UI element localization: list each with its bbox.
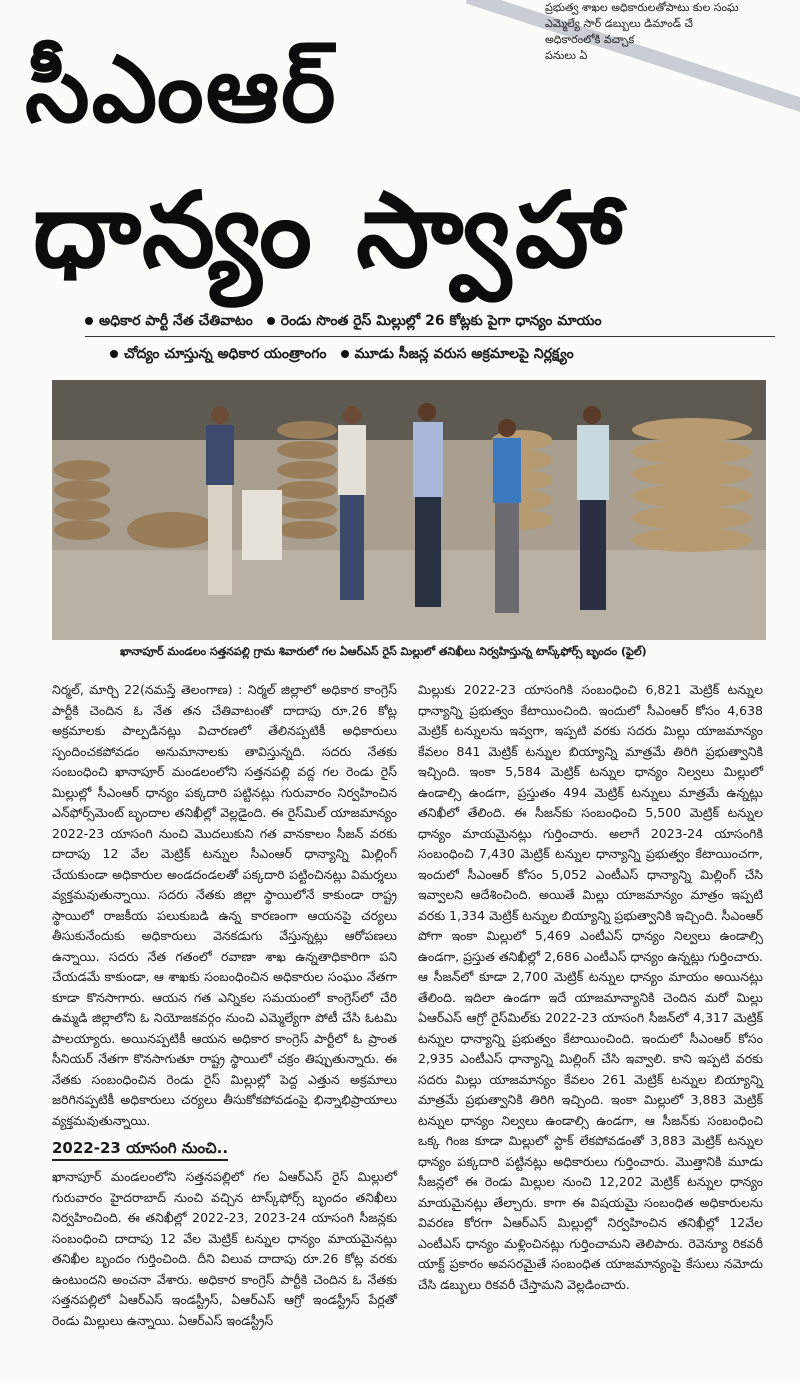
bullet-dot-icon (85, 317, 93, 325)
bullet-dot-icon (267, 317, 275, 325)
bullet-item: అధికార పార్టీ నేత చేతివాటం (85, 308, 253, 334)
photo-caption: ఖానాపూర్ మండలం సత్తనపల్లి గ్రామ శివారులో గల ఏఆర్ఎస్ రైస్ మిల్లులో తనిఖీలు నిర్వహిస్తున్న టాస్క్‌ఫోర్స్ బృందం (ఫైల్) (120, 645, 647, 658)
headline-line-2: ధాన్యం స్వాహా (33, 169, 627, 291)
snippet-line: ఎమ్మెల్యే సార్ డబ్బులు డిమాండ్ చే (545, 17, 693, 30)
headline-line-1: సీఎంఆర్ (25, 36, 338, 143)
snippet-line: ప్రభుత్వ శాఖల అధికారులతోపాటు కుల సంఘ (545, 1, 739, 14)
snippet-line: అధికారంలోకి వచ్చాక (545, 33, 635, 46)
bullet-row (110, 341, 775, 367)
bullet-dot-icon (341, 350, 349, 358)
warehouse-inspection-photo (52, 380, 766, 640)
article-paragraph: ఖానాపూర్ మండలంలోని సత్తనపల్లిలో గల ఏఆర్ఎస్ రైస్ మిల్లులో గురువారం హైదరాబాద్ నుంచి వచ్చిన టాస్క్‌ఫోర్స్ బృందం తనిఖీలు నిర్వహించింది. ఈ తనిఖీల్లో 2022-23, 2023-24 యాసంగి సీజన్లకు సంబంధించి దాదాపు 12 వేల మెట్రిక్ టన్నుల ధాన్యం మాయమైనట్లు తనిఖీల బృందం గుర్తించింది. దీని విలువ దాదాపు రూ.26 కోట్ల వరకు ఉంటుందని అంచనా వేశారు. అధికార కాంగ్రెస్ పార్టీకి చెందిన ఓ నేతకు సత్తనపల్లిలో ఏఆర్ఎస్ ఇండస్ట్రీస్, ఏఆర్ఎస్ ఆగ్రో ఇండస్ట్రీస్ పేర్లతో రెండు మిల్లులు ఉన్నాయి. ఏఆర్ఎస్ ఇండస్ట్రీస్ (52, 1169, 397, 1328)
subheadline-bullets (55, 308, 775, 367)
article-column-left (52, 680, 397, 1331)
bullet-item: మూడు సీజన్ల వరుస అక్రమాలపై నిర్లక్ష్యం (341, 341, 574, 367)
article-column-right (418, 680, 763, 1295)
headline (25, 25, 765, 305)
bullet-row (85, 308, 775, 337)
bullet-item: రెండు సొంత రైస్ మిల్లుల్లో 26 కోట్లకు పైగా ధాన్యం మాయం (267, 308, 602, 334)
news-photo (52, 380, 766, 640)
snippet-line: పనులు ఏ (545, 49, 588, 62)
bullet-dot-icon (110, 350, 118, 358)
bullet-item: చోద్యం చూస్తున్న అధికార యంత్రాంగం (110, 341, 327, 367)
article-paragraph: మిల్లుకు 2022-23 యాసంగికి సంబంధించి 6,821 మెట్రిక్ టన్నుల ధాన్యాన్ని ప్రభుత్వం కేటాయించింది. ఇందులో సీఎంఆర్ కోసం 4,638 మెట్రిక్ టన్నులను ఇవ్వగా, ఇప్పటి వరకు సదరు మిల్లు యాజమాన్యం కేవలం 841 మెట్రిక్ టన్నుల బియ్యాన్ని మాత్రమే తిరిగి ప్రభుత్వానికి ఇచ్చింది. ఇంకా 5,584 మెట్రిక్ టన్నుల ధాన్యం నిల్వలు మిల్లులో ఉండాల్సి ఉండగా, ప్రస్తుతం 494 మెట్రిక్ టన్నులు మాత్రమే ఉన్నట్లు తనిఖీలో తేలింది. ఈ సీజన్‌కు సంబంధించి 5,500 మెట్రిక్ టన్నుల ధాన్యం మాయమైనట్లు గుర్తించారు. అలాగే 2023-24 యాసంగికి సంబంధించి 7,430 మెట్రిక్ టన్నుల ధాన్యాన్ని ప్రభుత్వం కేటాయించగా, ఇందులో సీఎంఆర్ కోసం 5,052 ఎంటీఎస్ ధాన్యాన్ని మిల్లింగ్ చేసి ఇవ్వాలని ఆదేశించింది. అయితే మిల్లు యాజమాన్యం మాత్రం ఇప్పటి వరకు 1,334 మెట్రిక్ టన్నుల బియ్యాన్ని ప్రభుత్వానికి ఇచ్చింది. సీఎంఆర్ పోగా ఇంకా మిల్లులో 5,469 ఎంటీఎస్ ధాన్యం నిల్వలు ఉండాల్సి ఉండగా, ప్రస్తుత తనిఖీల్లో 2,686 ఎంటీఎస్ ధాన్యం ఉన్నట్లు గుర్తించారు. ఆ సీజన్‌లో కూడా 2,700 మెట్రిక్ టన్నుల ధాన్యం మాయం అయినట్లు తేలింది. ఇదిలా ఉండగా ఇదే యాజమాన్యానికి చెందిన మరో మిల్లు ఏఆర్ఎస్ ఆగ్రో రైస్‌మిల్‌కు 2022-23 యాసంగి సీజన్‌లో 4,317 మెట్రిక్ టన్నుల ధాన్యాన్ని ప్రభుత్వం కేటాయించింది. ఇందులో సీఎంఆర్ కోసం 2,935 ఎంటీఎస్ ధాన్యాన్ని మిల్లింగ్ చేసి ఇవ్వాలి. కాని ఇప్పటి వరకు సదరు మిల్లు యాజమాన్యం కేవలం 261 మెట్రిక్ టన్నుల బియ్యాన్ని మాత్రమే ప్రభుత్వానికి తిరిగి ఇచ్చింది. ఇంకా మిల్లులో 3,883 మెట్రిక్ టన్నుల ధాన్యం నిల్వలు ఉండాల్సి ఉండగా, ఆ సీజన్‌కు సంబంధించి ఒక్క గింజ కూడా మిల్లులో స్టాక్ లేకపోవడంతో 3,883 మెట్రిక్ టన్నుల ధాన్యం పక్కదారి పట్టినట్లు అధికారులు గుర్తించారు. మొత్తానికి మూడు సీజన్లలో ఈ రెండు మిల్లుల నుంచి 12,202 మెట్రిక్ టన్నుల ధాన్యం మాయమైనట్లు తేల్చారు. కాగా ఈ విషయమై సంబంధిత అధికారులను వివరణ కోరగా ఏఆర్ఎస్ మిల్లుల్లో నిర్వహించిన తనిఖీల్లో 12వేల ఎంటీఎస్ ధాన్యం మళ్లించినట్లు గుర్తించామని తెలిపారు. రెవెన్యూ రికవరీ యాక్ట్ ప్రకారం అవసరమైతే సంబంధిత యాజమాన్యంపై కేసులు నమోదు చేసి డబ్బులు రికవరీ చేస్తామని వెల్లడించారు. (418, 682, 763, 1292)
article-subheading: 2022-23 యాసంగి నుంచి.. (52, 1137, 228, 1161)
article-paragraph: నిర్మల్, మార్చి 22(నమస్తే తెలంగాణ) : నిర్మల్ జిల్లాలో అధికార కాంగ్రెస్ పార్టీకి చెందిన ఓ నేత తన చేతివాటంతో దాదాపు రూ.26 కోట్ల అక్రమాలకు పాల్పడినట్లు విచారణలో తేలినప్పటికీ అధికారులు స్పందించకపోవడం అనుమానాలకు తావిస్తున్నది. సదరు నేతకు సంబంధించి ఖానాపూర్ మండలంలోని సత్తనపల్లి వద్ద గల రెండు రైస్ మిల్లుల్లో సీఎంఆర్ ధాన్యం పక్కదారి పట్టినట్లు గురువారం నిర్వహించిన ఎన్‌ఫోర్స్‌మెంట్ బృందాల తనిఖీల్లో వెల్లడైంది. ఈ రైస్‌మిల్ యాజమాన్యం 2022-23 యాసంగి నుంచి మొదలుకుని గత వానకాలం సీజన్ వరకు దాదాపు 12 వేల మెట్రిక్ టన్నుల సీఎంఆర్ ధాన్యాన్ని మిల్లింగ్ చేయకుండా అధికారుల అండదండలతో పక్కదారి పట్టించినట్లు విమర్శలు వ్యక్తమవుతున్నాయి. సదరు నేతకు జిల్లా స్థాయిలోనే కాకుండా రాష్ట్ర స్థాయిలో రాజకీయ పలుకుబడి ఉన్న కారణంగా ఆయనపై చర్యలు తీసుకునేందుకు అధికారులు వెనకడుగు వేస్తున్నట్లు ఆరోపణలు ఉన్నాయి. సదరు నేత గతంలో రవాణా శాఖ ఉన్నతాధికారిగా పని చేయడమే కాకుండా, ఆ శాఖకు సంబంధించిన అధికారుల సంఘం నేతగా కూడా కొనసాగారు. ఆయన గత ఎన్నికల సమయంలో కాంగ్రెస్‌లో చేరి ఉమ్మడి జిల్లాలోని ఓ నియోజకవర్గం నుంచి ఎమ్మెల్యేగా పోటీ చేసి ఓటమి పాలయ్యారు. అయినప్పటికీ ఆయన అధికార కాంగ్రెస్ పార్టీలో ఓ ప్రాంత సీనియర్ నేతగా కొనసాగుతూ రాష్ట్ర స్థాయిలో చక్రం తిప్పుతున్నారు. ఈ నేతకు సంబంధించిన రెండు రైస్ మిల్లుల్లో పెద్ద ఎత్తున అక్రమాలు జరిగినప్పటికీ అధికారులు చర్యలు తీసుకోకపోవడంపై భిన్నాభిప్రాయాలు వ్యక్తమవుతున్నాయి. (52, 682, 397, 1128)
